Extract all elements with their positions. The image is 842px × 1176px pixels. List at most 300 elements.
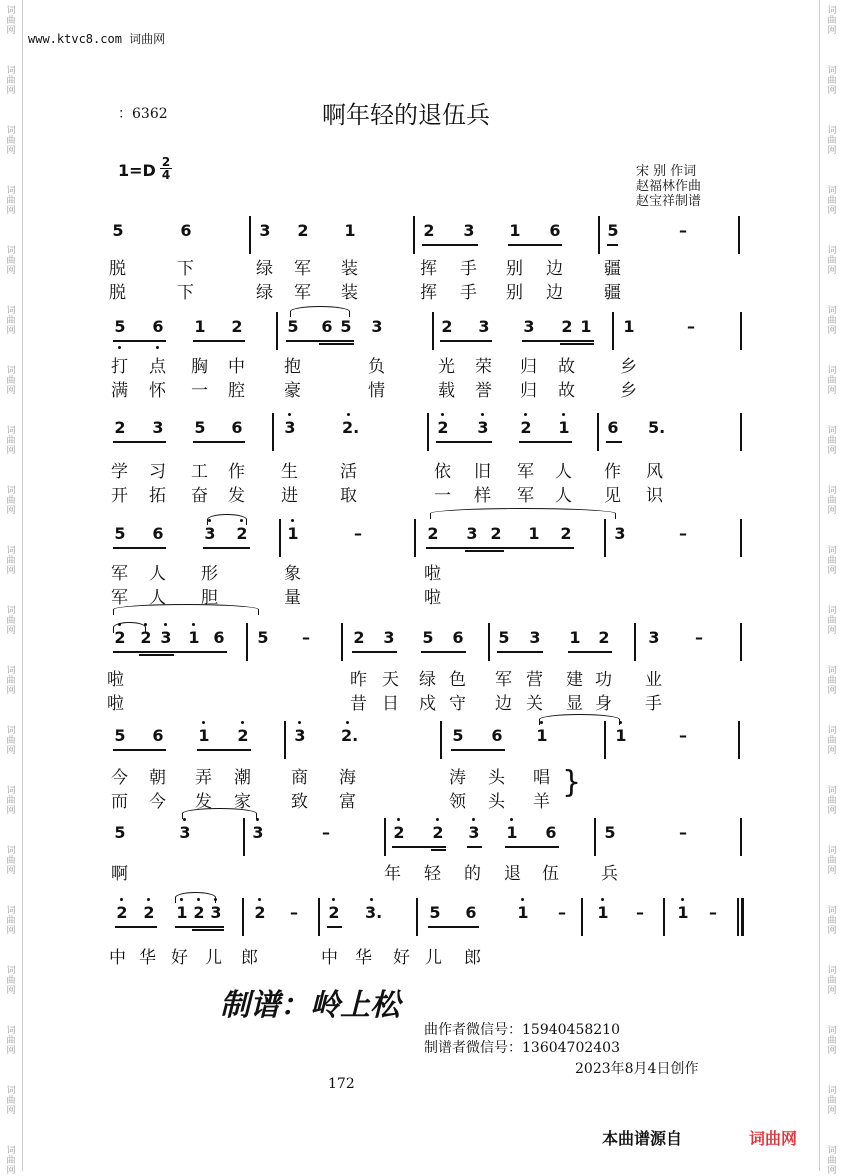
watermark-glyph: 网 (6, 86, 16, 96)
barline (318, 898, 320, 936)
note: 3 (468, 823, 480, 842)
lyric-char: 挥 (420, 283, 437, 303)
lyric-char: 弄 (195, 768, 212, 788)
watermark-glyph-group (826, 786, 838, 816)
lyric-char: 身 (595, 694, 612, 714)
watermark-glyph: 词 (6, 1026, 16, 1036)
time-signature-top: 2 (161, 155, 171, 169)
slur-arc (430, 508, 616, 519)
lyric-char: 发 (195, 792, 212, 812)
lyric-char: 边 (546, 259, 563, 279)
composer-wechat: 曲作者微信号：15940458210 (424, 1022, 620, 1038)
source-site-link[interactable]: 词曲网 (749, 1129, 798, 1148)
watermark-glyph: 词 (6, 366, 16, 376)
note: 3 (614, 524, 626, 543)
watermark-glyph: 曲 (6, 1156, 16, 1166)
beam-underline (352, 651, 397, 653)
watermark-glyph: 网 (6, 266, 16, 276)
note: 2 (193, 903, 205, 922)
beam-underline (113, 340, 166, 342)
watermark-glyph: 网 (827, 1106, 837, 1116)
barline (737, 898, 739, 936)
watermark-glyph: 曲 (6, 136, 16, 146)
note: – (636, 903, 644, 922)
beam-underline (436, 441, 492, 443)
note: 3 (179, 823, 191, 842)
lyric-char: 建 (566, 670, 583, 690)
credits (636, 164, 701, 209)
lyric-char: 乡 (620, 381, 637, 401)
note: 6 (231, 418, 243, 437)
beam-underline (139, 654, 174, 656)
octave-dot (472, 818, 475, 821)
lyric-char: 守 (449, 694, 466, 714)
note: 2 (520, 418, 532, 437)
note: 3 (477, 418, 489, 437)
lyric-char: 显 (566, 694, 583, 714)
beam-underline (607, 244, 618, 246)
watermark-glyph: 网 (6, 146, 16, 156)
note: 3 (204, 524, 216, 543)
watermark-glyph: 网 (6, 1166, 16, 1176)
watermark-glyph: 词 (827, 366, 837, 376)
watermark-glyph-group (5, 246, 17, 276)
beam-underline (175, 926, 224, 928)
lyric-char: 军 (517, 486, 534, 506)
note: 5 (194, 418, 206, 437)
note: 3 (160, 628, 172, 647)
lyric-char: 别 (506, 259, 523, 279)
lyric-char: 戍 (419, 694, 436, 714)
lyric-char: 誉 (475, 381, 492, 401)
beam-underline (113, 547, 166, 549)
octave-dot (510, 818, 513, 821)
note: 6 (549, 221, 561, 240)
watermark-glyph: 词 (827, 426, 837, 436)
watermark-glyph: 网 (6, 506, 16, 516)
note: 6 (152, 524, 164, 543)
beam-underline (392, 846, 446, 848)
note: 2 (598, 628, 610, 647)
beam-underline (428, 926, 479, 928)
lyric-char: 腔 (228, 381, 245, 401)
lyric-char: 业 (645, 670, 662, 690)
watermark-glyph: 词 (827, 966, 837, 976)
note: 2 (114, 628, 126, 647)
watermark-glyph: 词 (827, 1086, 837, 1096)
watermark-glyph: 网 (827, 746, 837, 756)
lyric-char: 退 (504, 864, 521, 884)
note: – (695, 628, 703, 647)
beam-underline (505, 846, 559, 848)
lyric-char: 军 (111, 588, 128, 608)
lyric-char: 今 (111, 768, 128, 788)
lyric-char: 华 (355, 948, 372, 968)
beam-underline (193, 441, 245, 443)
song-title: 啊年轻的退伍兵 (322, 101, 490, 129)
watermark-glyph: 词 (827, 6, 837, 16)
watermark-glyph: 曲 (827, 136, 837, 146)
watermark-glyph-group (826, 906, 838, 936)
watermark-glyph: 网 (827, 626, 837, 636)
watermark-glyph: 曲 (6, 496, 16, 506)
watermark-glyph: 网 (6, 566, 16, 576)
note: 1 (677, 903, 689, 922)
lyric-char: 挥 (420, 259, 437, 279)
note: 2. (342, 418, 360, 437)
watermark-glyph: 曲 (6, 376, 16, 386)
watermark-glyph-group (5, 606, 17, 636)
lyric-char: 形 (201, 564, 218, 584)
watermark-glyph: 词 (6, 126, 16, 136)
beam-underline (431, 849, 446, 851)
beam-underline (421, 651, 466, 653)
note: 6 (452, 628, 464, 647)
lyric-char: 轻 (424, 864, 441, 884)
note: 5 (452, 726, 464, 745)
lyric-char: 胆 (201, 588, 218, 608)
note: – (679, 823, 687, 842)
beam-underline (115, 926, 157, 928)
note: – (558, 903, 566, 922)
watermark-glyph: 词 (6, 906, 16, 916)
lyric-char: 满 (111, 381, 128, 401)
index-number: ：6362 (118, 106, 168, 122)
barline (581, 898, 583, 936)
lyric-char: 发 (228, 486, 245, 506)
watermark-glyph: 网 (827, 86, 837, 96)
lyric-char: 光 (438, 357, 455, 377)
octave-dot (118, 346, 121, 349)
beam-underline (113, 651, 227, 653)
note: 2 (297, 221, 309, 240)
lyricist-credit: 宋 别 作词 (636, 164, 697, 179)
watermark-glyph: 网 (6, 206, 16, 216)
note: 5 (340, 317, 352, 336)
lyric-char: 量 (284, 588, 301, 608)
lyric-char: 伍 (542, 864, 559, 884)
lyric-char: 军 (294, 259, 311, 279)
lyric-char: 开 (111, 486, 128, 506)
octave-dot (397, 818, 400, 821)
note: 5. (648, 418, 666, 437)
watermark-glyph: 网 (6, 986, 16, 996)
beam-underline (519, 441, 572, 443)
watermark-glyph: 曲 (6, 256, 16, 266)
note: 5 (257, 628, 269, 647)
lyric-char: 怀 (149, 381, 166, 401)
watermark-glyph: 曲 (827, 196, 837, 206)
lyric-char: 人 (555, 462, 572, 482)
lyric-char: 风 (646, 462, 663, 482)
octave-dot (291, 519, 294, 522)
lyric-char: 活 (340, 462, 357, 482)
watermark-glyph: 网 (827, 866, 837, 876)
lyric-char: 中 (109, 948, 126, 968)
watermark-glyph: 曲 (6, 796, 16, 806)
lyric-char: 作 (604, 462, 621, 482)
lyric-char: 绿 (419, 670, 436, 690)
watermark-glyph: 曲 (827, 1096, 837, 1106)
watermark-glyph: 词 (827, 606, 837, 616)
note: 5 (429, 903, 441, 922)
watermark-glyph: 词 (6, 546, 16, 556)
beam-underline (286, 340, 354, 342)
watermark-glyph: 词 (6, 786, 16, 796)
time-signature (160, 156, 172, 181)
watermark-glyph: 词 (827, 126, 837, 136)
beam-underline (422, 244, 478, 246)
slur-arc (113, 622, 146, 633)
watermark-glyph: 曲 (827, 256, 837, 266)
note: 3 (463, 221, 475, 240)
lyric-char: 唱 (533, 768, 550, 788)
lyric-char: 一 (191, 381, 208, 401)
lyric-char: 潮 (234, 768, 251, 788)
note: 3 (523, 317, 535, 336)
time-signature-bottom: 4 (161, 168, 171, 182)
watermark-glyph-group (5, 786, 17, 816)
note: 6 (152, 726, 164, 745)
lyric-char: 抱 (284, 357, 301, 377)
beam-underline (113, 749, 166, 751)
watermark-glyph: 曲 (827, 916, 837, 926)
lyric-char: 绿 (256, 283, 273, 303)
barline (272, 413, 274, 451)
lyric-char: 功 (595, 670, 612, 690)
watermark-glyph: 词 (6, 1146, 16, 1156)
watermark-glyph-group (5, 66, 17, 96)
watermark-glyph: 词 (827, 786, 837, 796)
note: 2 (353, 628, 365, 647)
note: 2 (254, 903, 266, 922)
beam-underline (203, 547, 250, 549)
watermark-glyph-group (826, 1146, 838, 1176)
watermark-glyph-group (5, 966, 17, 996)
note: 3. (365, 903, 383, 922)
lyric-char: 啦 (424, 588, 441, 608)
lyric-char: 中 (228, 357, 245, 377)
note: 1 (509, 221, 521, 240)
beam-underline (606, 441, 622, 443)
watermark-glyph: 曲 (6, 916, 16, 926)
note: – (354, 524, 362, 543)
note: – (687, 317, 695, 336)
note: 3 (529, 628, 541, 647)
note: 2 (441, 317, 453, 336)
lyric-char: 天 (382, 670, 399, 690)
note: 2 (328, 903, 340, 922)
note: 2 (432, 823, 444, 842)
note: 3 (152, 418, 164, 437)
note: 3 (294, 726, 306, 745)
barline (740, 413, 742, 451)
watermark-glyph-group (826, 1086, 838, 1116)
note: 5 (114, 524, 126, 543)
slur-arc (182, 808, 257, 819)
lyric-char: 别 (506, 283, 523, 303)
watermark-glyph: 网 (6, 806, 16, 816)
barline (413, 216, 415, 254)
watermark-glyph: 网 (6, 866, 16, 876)
watermark-glyph-group (5, 906, 17, 936)
lyric-char: 一 (434, 486, 451, 506)
watermark-glyph: 曲 (6, 196, 16, 206)
watermark-glyph: 曲 (827, 316, 837, 326)
note: 2 (236, 524, 248, 543)
arranger-wechat: 制谱者微信号：13604702403 (424, 1040, 620, 1056)
lyric-char: 头 (488, 768, 505, 788)
lyric-char: 领 (449, 792, 466, 812)
lyric-char: 头 (488, 792, 505, 812)
octave-dot (241, 721, 244, 724)
barline (416, 898, 418, 936)
watermark-glyph: 网 (6, 326, 16, 336)
watermark-glyph-group (5, 1146, 17, 1176)
beam-underline (192, 929, 224, 931)
barline (242, 898, 244, 936)
lyric-char: 疆 (604, 283, 621, 303)
lyric-char: 旧 (474, 462, 491, 482)
lyric-char: 下 (177, 283, 194, 303)
note: 2 (490, 524, 502, 543)
watermark-glyph: 网 (6, 386, 16, 396)
watermark-glyph: 词 (827, 1146, 837, 1156)
watermark-glyph: 词 (827, 906, 837, 916)
note: 5 (607, 221, 619, 240)
watermark-glyph-group (826, 306, 838, 336)
watermark-glyph: 曲 (827, 616, 837, 626)
note: 3 (478, 317, 490, 336)
lyric-char: 工 (191, 462, 208, 482)
lyric-char: 军 (111, 564, 128, 584)
lyric-char: 啦 (107, 670, 124, 690)
watermark-glyph: 曲 (827, 1156, 837, 1166)
lyric-char: 故 (558, 357, 575, 377)
lyric-char: 人 (149, 564, 166, 584)
barline (249, 216, 251, 254)
watermark-glyph: 网 (6, 686, 16, 696)
note: 6 (491, 726, 503, 745)
lyric-char: 年 (384, 864, 401, 884)
lyric-char: 好 (171, 948, 188, 968)
watermark-glyph: 网 (827, 806, 837, 816)
lyric-char: 豪 (284, 381, 301, 401)
note: 2 (393, 823, 405, 842)
note: 1 (615, 726, 627, 745)
note: 1 (287, 524, 299, 543)
note: 5 (114, 726, 126, 745)
note: 3 (284, 418, 296, 437)
barline (663, 898, 665, 936)
note: – (322, 823, 330, 842)
note: 1 (623, 317, 635, 336)
lyric-char: 人 (149, 588, 166, 608)
note: 1 (536, 726, 548, 745)
octave-dot (147, 898, 150, 901)
beam-underline (319, 343, 354, 345)
composer-credit: 赵福林作曲 (636, 179, 702, 194)
watermark-glyph: 词 (6, 66, 16, 76)
note: 3 (371, 317, 383, 336)
watermark-glyph-group (5, 846, 17, 876)
note: 3 (259, 221, 271, 240)
barline (384, 818, 386, 856)
lyric-char: 日 (382, 694, 399, 714)
lyric-char: 的 (464, 864, 481, 884)
barline (738, 721, 740, 759)
lyric-char: 手 (460, 259, 477, 279)
lyric-char: 手 (460, 283, 477, 303)
watermark-glyph-group (826, 966, 838, 996)
lyric-char: 儿 (425, 948, 442, 968)
octave-dot (156, 346, 159, 349)
watermark-glyph-group (826, 126, 838, 156)
note: 1 (569, 628, 581, 647)
watermark-glyph-group (5, 186, 17, 216)
watermark-glyph-group (826, 546, 838, 576)
watermark-glyph: 网 (827, 926, 837, 936)
watermark-glyph: 词 (6, 186, 16, 196)
watermark-glyph: 网 (827, 566, 837, 576)
watermark-glyph: 曲 (827, 856, 837, 866)
lyric-char: 见 (604, 486, 621, 506)
note: 2 (140, 628, 152, 647)
lyric-char: 识 (646, 486, 663, 506)
barline (243, 818, 245, 856)
barline (341, 623, 343, 661)
lyric-char: 啊 (111, 864, 128, 884)
watermark-glyph-group (826, 6, 838, 36)
watermark-glyph-group (826, 246, 838, 276)
lyric-char: 富 (339, 792, 356, 812)
barline (598, 216, 600, 254)
note: 3 (383, 628, 395, 647)
lyric-char: 兵 (601, 864, 618, 884)
slur-arc (539, 714, 620, 725)
beam-underline (193, 340, 245, 342)
watermark-glyph: 曲 (827, 376, 837, 386)
lyric-char: 归 (520, 381, 537, 401)
lyric-char: 啦 (424, 564, 441, 584)
barline (604, 721, 606, 759)
lyric-char: 象 (284, 564, 301, 584)
note: 5 (498, 628, 510, 647)
lyric-char: 取 (340, 486, 357, 506)
octave-dot (370, 898, 373, 901)
watermark-glyph-group (5, 546, 17, 576)
lyric-char: 商 (291, 768, 308, 788)
octave-dot (120, 898, 123, 901)
watermark-glyph-group (826, 846, 838, 876)
lyric-char: 乡 (620, 357, 637, 377)
beam-underline (465, 550, 504, 552)
lyric-char: 手 (645, 694, 662, 714)
watermark-glyph: 网 (827, 446, 837, 456)
watermark-glyph: 网 (6, 1106, 16, 1116)
note: 1 (194, 317, 206, 336)
watermark-glyph: 曲 (827, 676, 837, 686)
watermark-glyph: 曲 (6, 976, 16, 986)
note: 1 (580, 317, 592, 336)
lyric-char: 负 (368, 357, 385, 377)
watermark-glyph: 曲 (827, 76, 837, 86)
lyric-char: 关 (526, 694, 543, 714)
watermark-glyph: 词 (6, 606, 16, 616)
lyric-char: 依 (434, 462, 451, 482)
watermark-glyph: 曲 (827, 736, 837, 746)
site-label[interactable]: www.ktvc8.com 词曲网 (28, 32, 166, 46)
